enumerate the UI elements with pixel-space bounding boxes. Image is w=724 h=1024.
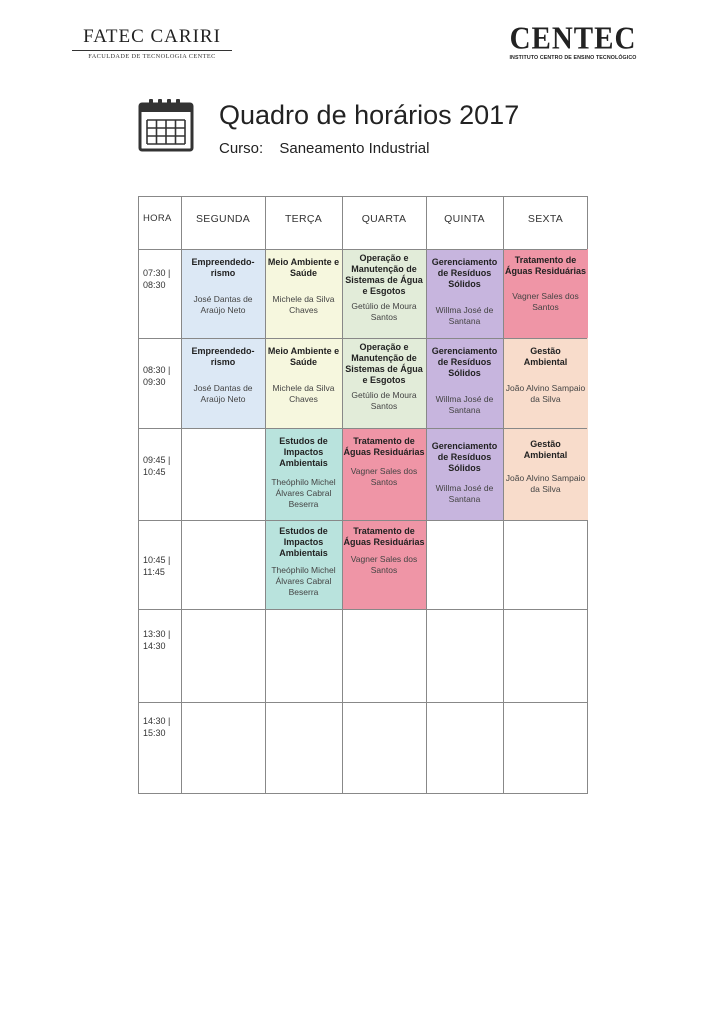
class-cell	[426, 249, 503, 338]
calendar-icon	[138, 98, 194, 152]
class-teacher: Willma José de Santana	[435, 305, 494, 326]
class-teacher: Getúlio de Moura Santos	[351, 390, 417, 411]
grid-line	[139, 702, 587, 703]
grid-line	[181, 197, 182, 793]
class-subject: Operação e Manutenção de Sistemas de Água e Esgotos	[345, 253, 423, 296]
grid-line	[503, 197, 504, 793]
centec-logo-name: CENTEC	[509, 21, 637, 57]
fatec-logo-subtitle: FACULDADE DE TECNOLOGIA CENTEC	[88, 53, 216, 60]
class-teacher: Getúlio de Moura Santos	[351, 301, 417, 322]
class-cell	[342, 428, 426, 520]
fatec-logo-name: FATEC CARIRI	[83, 26, 221, 47]
class-subject: Empreendedo- rismo	[191, 257, 255, 278]
class-teacher: João Alvino Sampaio da Silva	[505, 473, 586, 494]
class-cell	[265, 428, 342, 520]
time-slot: 10:45 | 11:45	[143, 555, 171, 577]
class-teacher: José Dantas de Araújo Neto	[193, 383, 253, 404]
course-label: Curso:	[219, 140, 264, 157]
class-cell	[181, 338, 265, 428]
grid-line	[265, 197, 266, 793]
class-subject: Gerenciamento de Resíduos Sólidos	[431, 441, 498, 473]
class-subject: Gestão Ambiental	[523, 346, 568, 367]
class-teacher: Theóphilo Michel Álvares Cabral Beserra	[271, 565, 336, 597]
timetable-grid	[138, 196, 588, 794]
day-header: TERÇA	[284, 213, 323, 225]
class-teacher: Michele da Silva Chaves	[272, 383, 335, 404]
grid-line	[139, 428, 587, 429]
grid-line	[426, 197, 427, 793]
day-header: SEGUNDA	[195, 213, 251, 225]
class-cell	[265, 249, 342, 338]
grid-line	[342, 197, 343, 793]
grid-line	[139, 520, 587, 521]
class-cell	[426, 428, 503, 520]
class-teacher: Willma José de Santana	[435, 394, 494, 415]
grid-line	[139, 609, 587, 610]
class-teacher: Vagner Sales dos Santos	[350, 466, 418, 487]
centec-logo-subtitle: INSTITUTO CENTRO DE ENSINO TECNOLÓGICO	[509, 55, 637, 61]
class-cell	[342, 338, 426, 428]
class-cell	[342, 249, 426, 338]
grid-line	[139, 249, 587, 250]
time-slot: 09:45 | 10:45	[143, 455, 171, 477]
grid-line	[139, 338, 587, 339]
class-subject: Estudos de Impactos Ambientais	[279, 436, 328, 468]
class-cell	[342, 520, 426, 609]
class-teacher: Michele da Silva Chaves	[272, 294, 335, 315]
time-slot: 14:30 | 15:30	[143, 716, 171, 738]
class-teacher: Vagner Sales dos Santos	[512, 291, 579, 312]
day-header: SEXTA	[527, 213, 564, 225]
day-header: QUINTA	[444, 213, 485, 225]
class-cell	[503, 249, 588, 338]
class-cell	[503, 428, 588, 520]
class-teacher: José Dantas de Araújo Neto	[193, 294, 253, 315]
class-subject: Gestão Ambiental	[523, 439, 568, 460]
class-subject: Meio Ambiente e Saúde	[267, 257, 340, 278]
course-value: Saneamento Industrial	[279, 140, 430, 157]
class-teacher: Theóphilo Michel Álvares Cabral Beserra	[271, 477, 336, 509]
centec-logo	[508, 21, 638, 61]
course-line	[219, 140, 429, 157]
fatec-logo-rule	[72, 50, 232, 51]
class-subject: Meio Ambiente e Saúde	[267, 346, 340, 367]
class-cell	[265, 520, 342, 609]
fatec-cariri-logo	[72, 26, 232, 60]
class-teacher: Willma José de Santana	[435, 483, 494, 504]
class-subject: Empreendedo- rismo	[191, 346, 255, 367]
class-subject: Estudos de Impactos Ambientais	[279, 526, 328, 558]
day-header: QUARTA	[361, 213, 407, 225]
class-subject: Gerenciamento de Resíduos Sólidos	[431, 257, 498, 289]
class-cell	[426, 338, 503, 428]
time-slot: 13:30 | 14:30	[143, 629, 171, 651]
time-slot: 08:30 | 09:30	[143, 365, 171, 387]
class-subject: Gerenciamento de Resíduos Sólidos	[431, 346, 498, 378]
page-title: Quadro de horários 2017	[219, 100, 520, 130]
class-cell	[181, 249, 265, 338]
class-subject: Operação e Manutenção de Sistemas de Água e Esgotos	[345, 342, 423, 385]
class-teacher: João Alvino Sampaio da Silva	[505, 383, 586, 404]
class-subject: Tratamento de Águas Residuárias	[343, 436, 425, 457]
class-cell	[265, 338, 342, 428]
hour-column-header: HORA	[143, 213, 172, 224]
time-slot: 07:30 | 08:30	[143, 268, 171, 290]
class-teacher: Vagner Sales dos Santos	[350, 554, 418, 575]
class-subject: Tratamento de Águas Residuárias	[504, 255, 587, 276]
class-subject: Tratamento de Águas Residuárias	[343, 526, 425, 547]
class-cell	[503, 338, 588, 428]
